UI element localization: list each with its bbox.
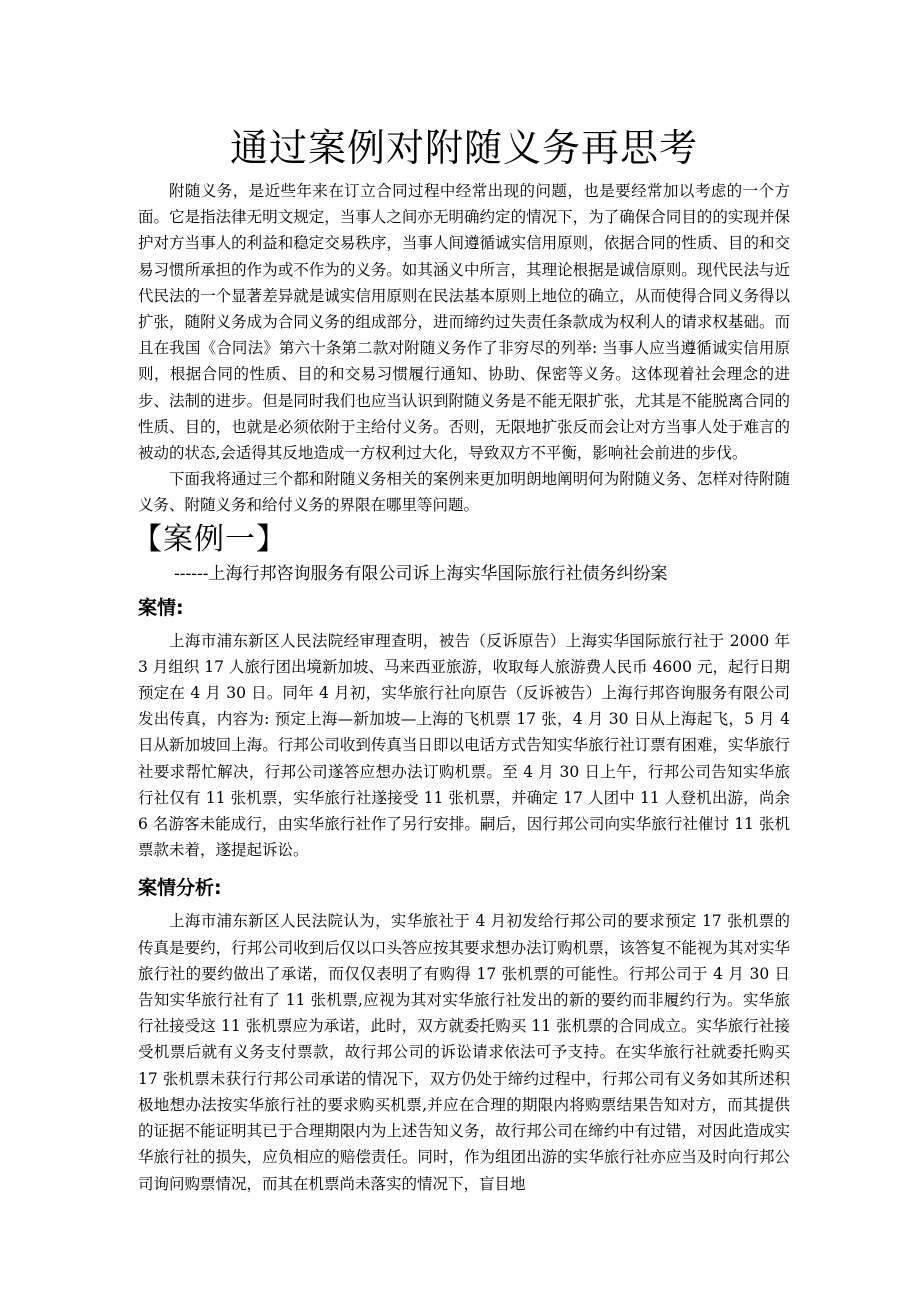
facts-heading: 案情: [138, 596, 184, 619]
facts-paragraph: 上海市浦东新区人民法院经审理查明，被告（反诉原告）上海实华国际旅行社于 2000 年 3 月组织 17 人旅行团出境新加坡、马来西亚旅游，收取每人旅游费人民币 4600 元，起行日期预定在 4 月 30 日。同年 4 月初，实华旅行社向原告（反诉被告）上海行邦咨询服务有限公司发出传真，内容为: 预定上海—新加坡—上海的飞机票 17 张，4 月 30 日从上海起飞，5 月 4 日从新加坡回上海。行邦公司收到传真当日即以电话方式告知实华旅行社订票有困难，实华旅行社要求帮忙解决，行邦公司遂答应想办法订购机票。至 4 月 30 日上午，行邦公司告知实华旅行社仅有 11 张机票，实华旅行社遂接受 11 张机票，并确定 17 人团中 11 人登机出游，尚余 6 名游客未能成行，由实华旅行社作了另行安排。嗣后，因行邦公司向实华旅行社催讨 11 张机票款未着，遂提起诉讼。 [138, 631, 790, 860]
case-one-subtitle: ------上海行邦咨询服务有限公司诉上海实华国际旅行社债务纠纷案 [174, 563, 668, 584]
case-one-heading: 【案例一】 [132, 521, 287, 557]
intro-paragraph-2: 下面我将通过三个都和附随义务相关的案例来更加明朗地阐明何为附随义务、怎样对待附随义务、附随义务和给付义务的界限在哪里等问题。 [138, 470, 790, 515]
document-page [132, 120, 790, 1197]
section-gap [138, 863, 790, 871]
document-title: 通过案例对附随义务再思考 [229, 126, 698, 170]
analysis-paragraph: 上海市浦东新区人民法院认为，实华旅社于 4 月初发给行邦公司的要求预定 17 张机票的传真是要约，行邦公司收到后仅以口头答应按其要求想办法订购机票，该答复不能视为其对实华旅行社的要约做出了承诺，而仅仅表明了有购得 17 张机票的可能性。行邦公司于 4 月 30 日告知实华旅行社有了 11 张机票,应视为其对实华旅行社发出的新的要约而非履约行为。实华旅行社接受这 11 张机票应为承诺，此时，双方就委托购买 11 张机票的合同成立。实华旅行社接受机票后就有义务支付票款，故行邦公司的诉讼请求依法可予支持。在实华旅行社就委托购买 17 张机票未获行行邦公司承诺的情况下，双方仍处于缔约过程中，行邦公司有义务如其所述积极地想办法按实华旅行社的要求购买机票,并应在合理的期限内将购票结果告知对方，而其提供的证据不能证明其已于合理期限内为上述告知义务，故行邦公司在缔约中有过错，对因此造成实华旅行社的损失，应负相应的赔偿责任。同时，作为组团出游的实华旅行社亦应当及时向行邦公司询问购票情况，而其在机票尚未落实的情况下，盲目地 [138, 912, 790, 1193]
intro-paragraph-1: 附随义务，是近些年来在订立合同过程中经常出现的问题，也是要经常加以考虑的一个方面。它是指法律无明文规定，当事人之间亦无明确约定的情况下，为了确保合同目的的实现并保护对方当事人的利益和稳定交易秩序，当事人间遵循诚实信用原则，依据合同的性质、目的和交易习惯所承担的作为或不作为的义务。如其涵义中所言，其理论根据是诚信原则。现代民法与近代民法的一个显著差异就是诚实信用原则在民法基本原则上地位的确立，从而使得合同义务得以扩张，随附义务成为合同义务的组成部分，进而缔约过失责任条款成为权利人的请求权基础。而且在我国《合同法》第六十条第二款对附随义务作了非穷尽的列举: 当事人应当遵循诚实信用原则，根据合同的性质、目的和交易习惯履行通知、协助、保密等义务。这体现着社会理念的进步、法制的进步。但是同时我们也应当认识到附随义务是不能无限扩张，尤其是不能脱离合同的性质、目的，也就是必须依附于主给付义务。否则，无限地扩张反而会让对方当事人处于难言的被动的状态,会适得其反地造成一方权利过大化，导致双方不平衡，影响社会前进的步伐。 [138, 182, 790, 463]
analysis-heading: 案情分析: [138, 877, 222, 900]
